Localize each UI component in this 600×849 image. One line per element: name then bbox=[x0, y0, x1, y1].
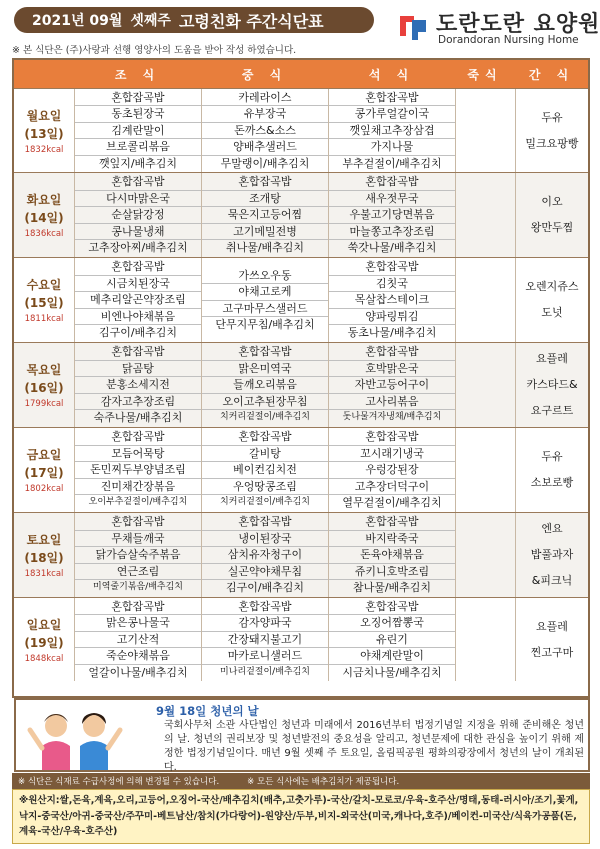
lunch-item: 고구마무스샐러드 bbox=[202, 301, 328, 318]
event-title-text: 9월 18일 청년의 날 bbox=[156, 704, 259, 718]
lunch-item: 조개탕 bbox=[202, 191, 328, 208]
breakfast-item: 고기산적 bbox=[75, 632, 201, 649]
snack-item: 카스타드& bbox=[526, 378, 578, 391]
lunch-item: 혼합잡곡밥 bbox=[202, 599, 328, 616]
dinner-item: 부추겉절이/배추김치 bbox=[342, 156, 442, 170]
lunch-item: 혼합잡곡밥 bbox=[202, 344, 328, 361]
breakfast-cell bbox=[74, 598, 201, 681]
snack-item: 요플레 bbox=[536, 352, 568, 365]
day-cell bbox=[14, 428, 74, 512]
breakfast-item: 닭가슴살숙주볶음 bbox=[75, 547, 201, 564]
snack-item: 왕만두찜 bbox=[530, 221, 574, 234]
day-date: (18일) bbox=[24, 551, 64, 565]
snack-cell bbox=[515, 428, 588, 512]
lunch-item: 돈까스&소스 bbox=[202, 123, 328, 140]
lunch-item: 혼합잡곡밥 bbox=[202, 429, 328, 446]
lunch-item: 베이컨김치전 bbox=[202, 462, 328, 479]
snack-item: 엔요 bbox=[541, 522, 563, 535]
breakfast-item: 감자고추장조림 bbox=[75, 394, 201, 411]
day-name: 화요일 bbox=[26, 193, 62, 207]
snack-item: 밀크요팡빵 bbox=[525, 136, 579, 150]
dinner-item: 유린기 bbox=[329, 632, 455, 649]
dinner-item: 오징어짬뽕국 bbox=[329, 615, 455, 632]
day-row bbox=[14, 597, 588, 681]
dinner-item: 고추장더덕구이 bbox=[329, 479, 455, 496]
logo-name-en: Dorandoran Nursing Home bbox=[438, 34, 579, 46]
day-row bbox=[14, 257, 588, 342]
breakfast-item: 맑은콩나물국 bbox=[75, 615, 201, 632]
breakfast-item: 동초된장국 bbox=[75, 106, 201, 123]
snack-item: 이오 bbox=[541, 195, 563, 208]
breakfast-item: 닭곰탕 bbox=[75, 361, 201, 378]
day-cell bbox=[14, 173, 74, 257]
snack-item: 소보로빵 bbox=[530, 476, 574, 489]
snack-cell bbox=[515, 598, 588, 681]
lunch-item: 단무지무침/배추김치 bbox=[215, 318, 315, 331]
breakfast-cell bbox=[74, 513, 201, 597]
dinner-item: 혼합잡곡밥 bbox=[329, 259, 455, 276]
event-text: 국회사무처 소관 사단법인 청년과 미래에서 2016년부터 법정기념일 지정을 위해 준비해온 청년의 날. 청년의 권리보장 및 청년발전의 중요성을 알리고, 청년문제에 대한 관심을 높이기 위해 제정한 법정기념일이다. 매년 9월 셋째 주 토요일, 올림픽공원 평화의광장에서 청년의 날이 개최된다. bbox=[164, 720, 584, 773]
header-porridge: 죽식 bbox=[467, 67, 503, 82]
day-date: (15일) bbox=[24, 296, 64, 310]
snack-cell bbox=[515, 513, 588, 597]
lunch-cell bbox=[201, 173, 328, 257]
day-kcal: 1811kcal bbox=[24, 314, 64, 324]
dinner-item: 콩가루얼갈이국 bbox=[329, 106, 455, 123]
dinner-item: 양파링튀김 bbox=[329, 309, 455, 326]
lunch-item: 가쓰오우동 bbox=[202, 268, 328, 285]
dinner-item: 혼합잡곡밥 bbox=[329, 429, 455, 446]
dinner-item: 시금치나물/배추김치 bbox=[342, 665, 442, 679]
dinner-cell bbox=[328, 513, 455, 597]
celebrating-people-icon bbox=[20, 704, 130, 770]
event-title bbox=[156, 703, 259, 719]
breakfast-item: 진미채간장볶음 bbox=[75, 479, 201, 496]
breakfast-item: 혼합잡곡밥 bbox=[75, 174, 201, 191]
day-kcal: 1831kcal bbox=[24, 569, 64, 579]
event-box bbox=[14, 698, 590, 772]
breakfast-item: 시금치된장국 bbox=[75, 276, 201, 293]
day-date: (16일) bbox=[24, 381, 64, 395]
snack-cell bbox=[515, 258, 588, 342]
porridge-cell bbox=[455, 343, 515, 427]
lunch-cell bbox=[201, 513, 328, 597]
lunch-cell bbox=[201, 258, 328, 342]
breakfast-item: 죽순야채볶음 bbox=[75, 648, 201, 665]
lunch-cell bbox=[201, 598, 328, 681]
breakfast-item: 고추장아찌/배추김치 bbox=[88, 241, 188, 255]
dinner-item: 가지나물 bbox=[329, 139, 455, 156]
dinner-item: 호박맑은국 bbox=[329, 361, 455, 378]
lunch-item: 들깨오리볶음 bbox=[202, 377, 328, 394]
week-label: 셋째주 bbox=[130, 13, 171, 29]
lunch-item: 김구이/배추김치 bbox=[225, 581, 305, 595]
dinner-item: 돈육야채볶음 bbox=[329, 547, 455, 564]
breakfast-item: 미역줄기볶음/배추김치 bbox=[93, 582, 183, 593]
day-name: 수요일 bbox=[26, 278, 62, 292]
lunch-item: 혼합잡곡밥 bbox=[202, 514, 328, 531]
breakfast-item: 혼합잡곡밥 bbox=[75, 429, 201, 446]
lunch-item: 양배추샐러드 bbox=[202, 139, 328, 156]
title-banner bbox=[14, 7, 374, 33]
footer-note-menu-change: ※ 식단은 식재료 수급사정에 의해 변경될 수 있습니다. bbox=[18, 777, 220, 787]
day-cell bbox=[14, 343, 74, 427]
dinner-item: 자반고등어구이 bbox=[329, 377, 455, 394]
snack-cell bbox=[515, 173, 588, 257]
dinner-item: 혼합잡곡밥 bbox=[329, 344, 455, 361]
dinner-item: 새우젓무국 bbox=[329, 191, 455, 208]
breakfast-item: 혼합잡곡밥 bbox=[75, 344, 201, 361]
dinner-item: 쥬키니호박조림 bbox=[329, 564, 455, 581]
porridge-cell bbox=[455, 513, 515, 597]
dinner-item: 동초나물/배추김치 bbox=[347, 326, 437, 340]
footer-note-kimchi: ※ 모든 식사에는 배추김치가 제공됩니다. bbox=[247, 777, 400, 787]
year-month: 2021년 09월 bbox=[32, 13, 123, 29]
day-cell bbox=[14, 258, 74, 342]
breakfast-cell bbox=[74, 258, 201, 342]
header-dinner: 석 식 bbox=[368, 67, 415, 82]
dinner-cell bbox=[328, 598, 455, 681]
breakfast-item: 김계란말이 bbox=[75, 123, 201, 140]
dinner-item: 혼합잡곡밥 bbox=[329, 599, 455, 616]
snack-item: 두유 bbox=[541, 110, 563, 124]
dinner-item: 우불고기당면볶음 bbox=[329, 207, 455, 224]
dinner-item: 야채계란말이 bbox=[329, 648, 455, 665]
day-cell bbox=[14, 89, 74, 172]
lunch-item: 취나물/배추김치 bbox=[225, 241, 305, 255]
snack-item: 요플레 bbox=[536, 619, 568, 633]
day-cell bbox=[14, 598, 74, 681]
snack-item: 밥풀과자 bbox=[530, 548, 574, 561]
dinner-cell bbox=[328, 89, 455, 172]
day-row bbox=[14, 172, 588, 257]
breakfast-item: 모듬어묵탕 bbox=[75, 446, 201, 463]
dinner-item: 고사리볶음 bbox=[329, 394, 455, 411]
lunch-cell bbox=[201, 343, 328, 427]
dinner-item: 깻잎채고추장삼겹 bbox=[329, 123, 455, 140]
porridge-cell bbox=[455, 89, 515, 172]
header-breakfast: 조 식 bbox=[114, 67, 161, 82]
day-row bbox=[14, 427, 588, 512]
lunch-item: 오이고추된장무침 bbox=[202, 394, 328, 411]
day-row bbox=[14, 342, 588, 427]
day-name: 일요일 bbox=[26, 617, 62, 632]
porridge-cell bbox=[455, 428, 515, 512]
logo bbox=[396, 4, 600, 50]
dinner-item: 혼합잡곡밥 bbox=[329, 514, 455, 531]
dinner-item: 돗나물겨자냉채/배추김치 bbox=[342, 412, 442, 423]
breakfast-item: 혼합잡곡밥 bbox=[75, 259, 201, 276]
breakfast-item: 순살닭강정 bbox=[75, 207, 201, 224]
origin-notice: ※원산지:쌀,돈육,계육,오리,고등어,오징어-국산/배추김치(배추,고춧가루)-국산/갈치-모로코/우육-호주산/명태,동태-러시아/조기,꽃게,낙지-중국산/아귀-중국산/주꾸미-베트남산/참치(가다랑어)-원양산/두부,비지-외국산(미국,캐나다,호주)/베이컨-미국산/식육가공품(돈,계육-국산/우육-호주산) bbox=[12, 789, 590, 844]
dinner-item: 참나물/배추김치 bbox=[352, 581, 432, 595]
logo-icon bbox=[396, 12, 430, 42]
day-kcal: 1799kcal bbox=[24, 399, 64, 409]
lunch-item: 감자양파국 bbox=[202, 615, 328, 632]
snack-item: 두유 bbox=[541, 450, 563, 463]
lunch-item: 갈비탕 bbox=[202, 446, 328, 463]
table-header bbox=[14, 60, 588, 88]
lunch-item: 무말랭이/배추김치 bbox=[220, 156, 310, 170]
dinner-cell bbox=[328, 343, 455, 427]
dinner-item: 쑥갓나물/배추김치 bbox=[347, 241, 437, 255]
dinner-item: 바지락죽국 bbox=[329, 531, 455, 548]
dinner-item: 열무겉절이/배추김치 bbox=[342, 496, 442, 510]
lunch-item: 치커리겉절이/배추김치 bbox=[220, 412, 310, 423]
breakfast-item: 혼합잡곡밥 bbox=[75, 514, 201, 531]
breakfast-cell bbox=[74, 428, 201, 512]
breakfast-item: 혼합잡곡밥 bbox=[75, 599, 201, 616]
dinner-item: 우렁강된장 bbox=[329, 462, 455, 479]
day-kcal: 1802kcal bbox=[24, 484, 64, 494]
top-header bbox=[0, 0, 600, 55]
breakfast-item: 분홍소세지전 bbox=[75, 377, 201, 394]
lunch-item: 고기메밀전병 bbox=[202, 224, 328, 241]
lunch-item: 냉이된장국 bbox=[202, 531, 328, 548]
lunch-item: 실곤약야채무침 bbox=[202, 564, 328, 581]
header-day bbox=[14, 60, 74, 88]
dinner-cell bbox=[328, 258, 455, 342]
breakfast-item: 혼합잡곡밥 bbox=[75, 90, 201, 107]
day-date: (13일) bbox=[24, 126, 64, 141]
lunch-item: 혼합잡곡밥 bbox=[202, 174, 328, 191]
day-kcal: 1832kcal bbox=[24, 144, 64, 155]
dinner-item: 꼬시래기냉국 bbox=[329, 446, 455, 463]
snack-cell bbox=[515, 89, 588, 172]
header-lunch: 중 식 bbox=[241, 67, 288, 82]
day-date: (17일) bbox=[24, 466, 64, 480]
lunch-item: 맑은미역국 bbox=[202, 361, 328, 378]
breakfast-item: 콩나물냉채 bbox=[75, 224, 201, 241]
logo-name: 도란도란 요양원 bbox=[436, 12, 600, 37]
snack-item: 오렌지쥬스 bbox=[525, 280, 579, 293]
dinner-item: 혼합잡곡밥 bbox=[329, 174, 455, 191]
breakfast-cell bbox=[74, 343, 201, 427]
dinner-item: 마늘쫑고추장조림 bbox=[329, 224, 455, 241]
dinner-item: 김칫국 bbox=[329, 276, 455, 293]
breakfast-item: 무채들깨국 bbox=[75, 531, 201, 548]
lunch-item: 간장돼지불고기 bbox=[202, 632, 328, 649]
breakfast-item: 김구이/배추김치 bbox=[98, 326, 178, 340]
snack-item: 찐고구마 bbox=[530, 645, 574, 659]
breakfast-item: 비엔나야채볶음 bbox=[75, 309, 201, 326]
porridge-cell bbox=[455, 173, 515, 257]
breakfast-item: 얼갈이나물/배추김치 bbox=[88, 665, 188, 679]
header-snack: 간 식 bbox=[528, 67, 575, 82]
lunch-cell bbox=[201, 428, 328, 512]
lunch-item: 유부장국 bbox=[202, 106, 328, 123]
footer-notes bbox=[12, 773, 590, 789]
breakfast-item: 브로콜리볶음 bbox=[75, 139, 201, 156]
snack-item: 도넛 bbox=[541, 306, 563, 319]
dinner-cell bbox=[328, 173, 455, 257]
lunch-item: 치커리겉절이/배추김치 bbox=[220, 497, 310, 508]
day-kcal: 1836kcal bbox=[24, 229, 64, 239]
menu-table bbox=[12, 58, 590, 698]
breakfast-cell bbox=[74, 89, 201, 172]
breakfast-item: 깻잎지/배추김치 bbox=[98, 156, 178, 170]
day-row bbox=[14, 512, 588, 597]
day-kcal: 1848kcal bbox=[24, 653, 64, 664]
lunch-item: 마카로니샐러드 bbox=[202, 648, 328, 665]
lunch-item: 묵은지고등어찜 bbox=[202, 207, 328, 224]
breakfast-item: 연근조림 bbox=[75, 564, 201, 581]
lunch-item: 우엉땅콩조림 bbox=[202, 479, 328, 496]
day-row bbox=[14, 88, 588, 172]
snack-item: &피크닉 bbox=[531, 574, 573, 587]
lunch-item: 카레라이스 bbox=[202, 90, 328, 107]
breakfast-item: 숙주나물/배추김치 bbox=[93, 411, 183, 425]
dinner-item: 목살찹스테이크 bbox=[329, 292, 455, 309]
day-name: 목요일 bbox=[26, 363, 62, 377]
porridge-cell bbox=[455, 598, 515, 681]
breakfast-item: 다시마맑은국 bbox=[75, 191, 201, 208]
snack-item: 요구르트 bbox=[530, 404, 574, 417]
page-title: 고령친화 주간식단표 bbox=[178, 11, 324, 31]
breakfast-item: 오이부추겉절이/배추김치 bbox=[88, 497, 188, 508]
day-date: (19일) bbox=[24, 635, 64, 650]
day-name: 토요일 bbox=[26, 533, 62, 547]
dietitian-note: ※ 본 식단은 (주)사랑과 선행 영양사의 도움을 받아 작성 하였습니다. bbox=[12, 45, 297, 56]
day-name: 금요일 bbox=[26, 448, 62, 462]
lunch-item: 삼치유자청구이 bbox=[202, 547, 328, 564]
dinner-cell bbox=[328, 428, 455, 512]
breakfast-item: 돈민찌두부양념조림 bbox=[75, 462, 201, 479]
lunch-item: 미나리겉절이/배추김치 bbox=[220, 666, 310, 677]
day-name: 월요일 bbox=[26, 108, 62, 123]
day-date: (14일) bbox=[24, 211, 64, 225]
porridge-cell bbox=[455, 258, 515, 342]
lunch-cell bbox=[201, 89, 328, 172]
breakfast-item: 메추리알곤약장조림 bbox=[75, 292, 201, 309]
day-cell bbox=[14, 513, 74, 597]
snack-cell bbox=[515, 343, 588, 427]
breakfast-cell bbox=[74, 173, 201, 257]
lunch-item: 야채고로케 bbox=[202, 284, 328, 301]
dinner-item: 혼합잡곡밥 bbox=[329, 90, 455, 107]
